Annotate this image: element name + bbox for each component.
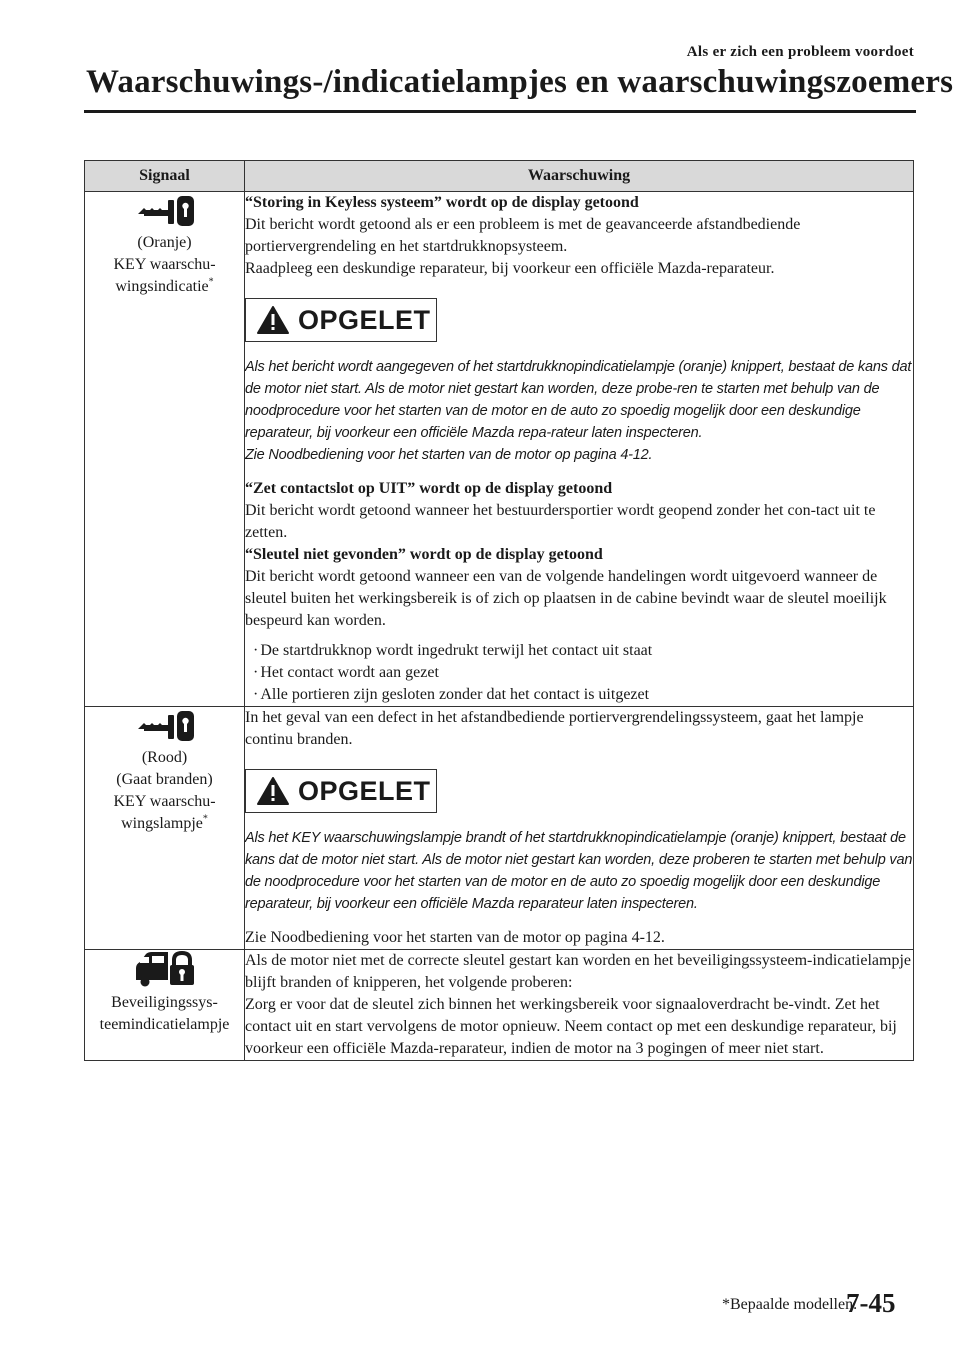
- signal-label-line: Beveiligingssys-: [111, 994, 218, 1011]
- table-row: [85, 707, 914, 950]
- signal-label-line: (Gaat branden): [116, 771, 213, 788]
- footnote-asterisk: *: [202, 813, 208, 825]
- signal-label-line: wingsindicatie*: [115, 276, 214, 295]
- description-text: Dit bericht wordt getoond wanneer een van de volgende handelingen wordt uitgevoerd wanneer de sleutel buiten het werkingsbereik is of zich op plaatsen in de cabine bevindt waar de sleutel moeilijk bespeurd kan worden.: [245, 568, 887, 629]
- description-text: Dit bericht wordt getoond wanneer het bestuurdersportier wordt geopend zonder het con-tact uit te zetten.: [245, 502, 876, 541]
- list-item: · Alle portieren zijn gesloten zonder dat het contact is uitgezet: [253, 684, 913, 706]
- warning-cell: [245, 707, 914, 950]
- caution-text: Als het KEY waarschuwingslampje brandt of het startdrukknopindicatielampje (oranje) knippert, bestaat de kans dat de motor niet start. Als de motor niet gestart kan worden, deze proberen te starten met behulp van de noodprocedure voor het starten van de motor en de auto zo spoedig mogelijk door een deskundige reparateur, bij voorkeur een officiële Mazda reparateur laten inspecteren.: [245, 830, 913, 912]
- description-text: Als de motor niet met de correcte sleutel gestart kan worden en het beveiligingssysteem-indicatielampje blijft branden of knipperen, het volgende proberen:: [245, 952, 911, 991]
- list-item: · De startdrukknop wordt ingedrukt terwijl het contact uit staat: [253, 640, 913, 662]
- signal-cell: [85, 950, 245, 1061]
- table-row: [85, 950, 914, 1061]
- warning-cell: [245, 192, 914, 707]
- signal-label-line: (Oranje): [137, 234, 192, 251]
- description-text: In het geval van een defect in het afstandbediende portiervergrendelingssysteem, gaat het lampje continu branden.: [245, 709, 864, 748]
- signal-label-line: KEY waarschu-: [113, 793, 216, 810]
- section-title: Als er zich een probleem voordoet: [686, 44, 914, 60]
- page-number: 7-45: [846, 1288, 896, 1318]
- caution-label: OPGELET: [298, 776, 431, 806]
- header-rule: [84, 110, 916, 113]
- warning-triangle-icon: [256, 305, 290, 335]
- signal-label-line: (Rood): [141, 749, 188, 766]
- description-text: Zie Noodbediening voor het starten van de motor op pagina 4-12.: [245, 929, 665, 946]
- chapter-title: Waarschuwings-/indicatielampjes en waarschuwingszoemers: [86, 64, 954, 100]
- signal-label-line: wingslampje*: [121, 813, 208, 832]
- key-warning-icon: [134, 192, 196, 228]
- key-warning-icon: [134, 707, 196, 743]
- security-car-lock-icon: [134, 950, 196, 988]
- footnote-asterisk: *: [208, 276, 214, 288]
- table-row: [85, 192, 914, 707]
- footnote: *Bepaalde modellen.: [722, 1296, 858, 1313]
- list-item: · Het contact wordt aan gezet: [253, 662, 913, 684]
- caution-text: Als het bericht wordt aangegeven of het startdrukknopindicatielampje (oranje) knippert, bestaat de kans dat de motor niet start. Als de motor niet gestart kan worden, deze probe-ren te starten met behulp van de noodprocedure voor het starten van de motor en de auto zo spoedig mogelijk door een deskundige reparateur, bij voorkeur een officiële Mazda repa-rateur laten inspecteren.: [245, 359, 912, 441]
- caution-reference: Zie Noodbediening voor het starten van de motor op pagina 4-12.: [245, 447, 653, 463]
- message-heading: “Storing in Keyless systeem” wordt op de display getoond: [245, 194, 639, 211]
- signal-label-line: teemindicatielampje: [99, 1016, 230, 1033]
- column-header-signal: Signaal: [85, 161, 245, 192]
- signal-cell: [85, 707, 245, 950]
- caution-label-box: [245, 769, 437, 813]
- signal-label-line: KEY waarschu-: [113, 256, 216, 273]
- bullet-list: [245, 640, 913, 706]
- warning-table: [84, 160, 914, 1061]
- warning-triangle-icon: [256, 776, 290, 806]
- caution-label-box: [245, 298, 437, 342]
- description-text: Zorg er voor dat de sleutel zich binnen het werkingsbereik voor signaaloverdracht be-vindt. Zet het contact uit en start vervolgens de motor opnieuw. Neem contact op met een deskundige reparateur, bij voorkeur een officiële Mazda-reparateur, indien de motor na 3 pogingen of meer niet start.: [245, 996, 897, 1057]
- warning-cell: [245, 950, 914, 1061]
- message-heading: “Zet contactslot op UIT” wordt op de display getoond: [245, 480, 613, 497]
- table-header-row: [85, 161, 914, 192]
- message-heading: “Sleutel niet gevonden” wordt op de display getoond: [245, 546, 603, 563]
- description-text: Raadpleeg een deskundige reparateur, bij voorkeur een officiële Mazda-reparateur.: [245, 260, 775, 277]
- column-header-warning: Waarschuwing: [245, 161, 914, 192]
- description-text: Dit bericht wordt getoond als er een probleem is met de geavanceerde afstandbediende portiervergrendeling en het startdrukknopsysteem.: [245, 216, 801, 255]
- caution-label: OPGELET: [298, 305, 431, 335]
- signal-cell: [85, 192, 245, 707]
